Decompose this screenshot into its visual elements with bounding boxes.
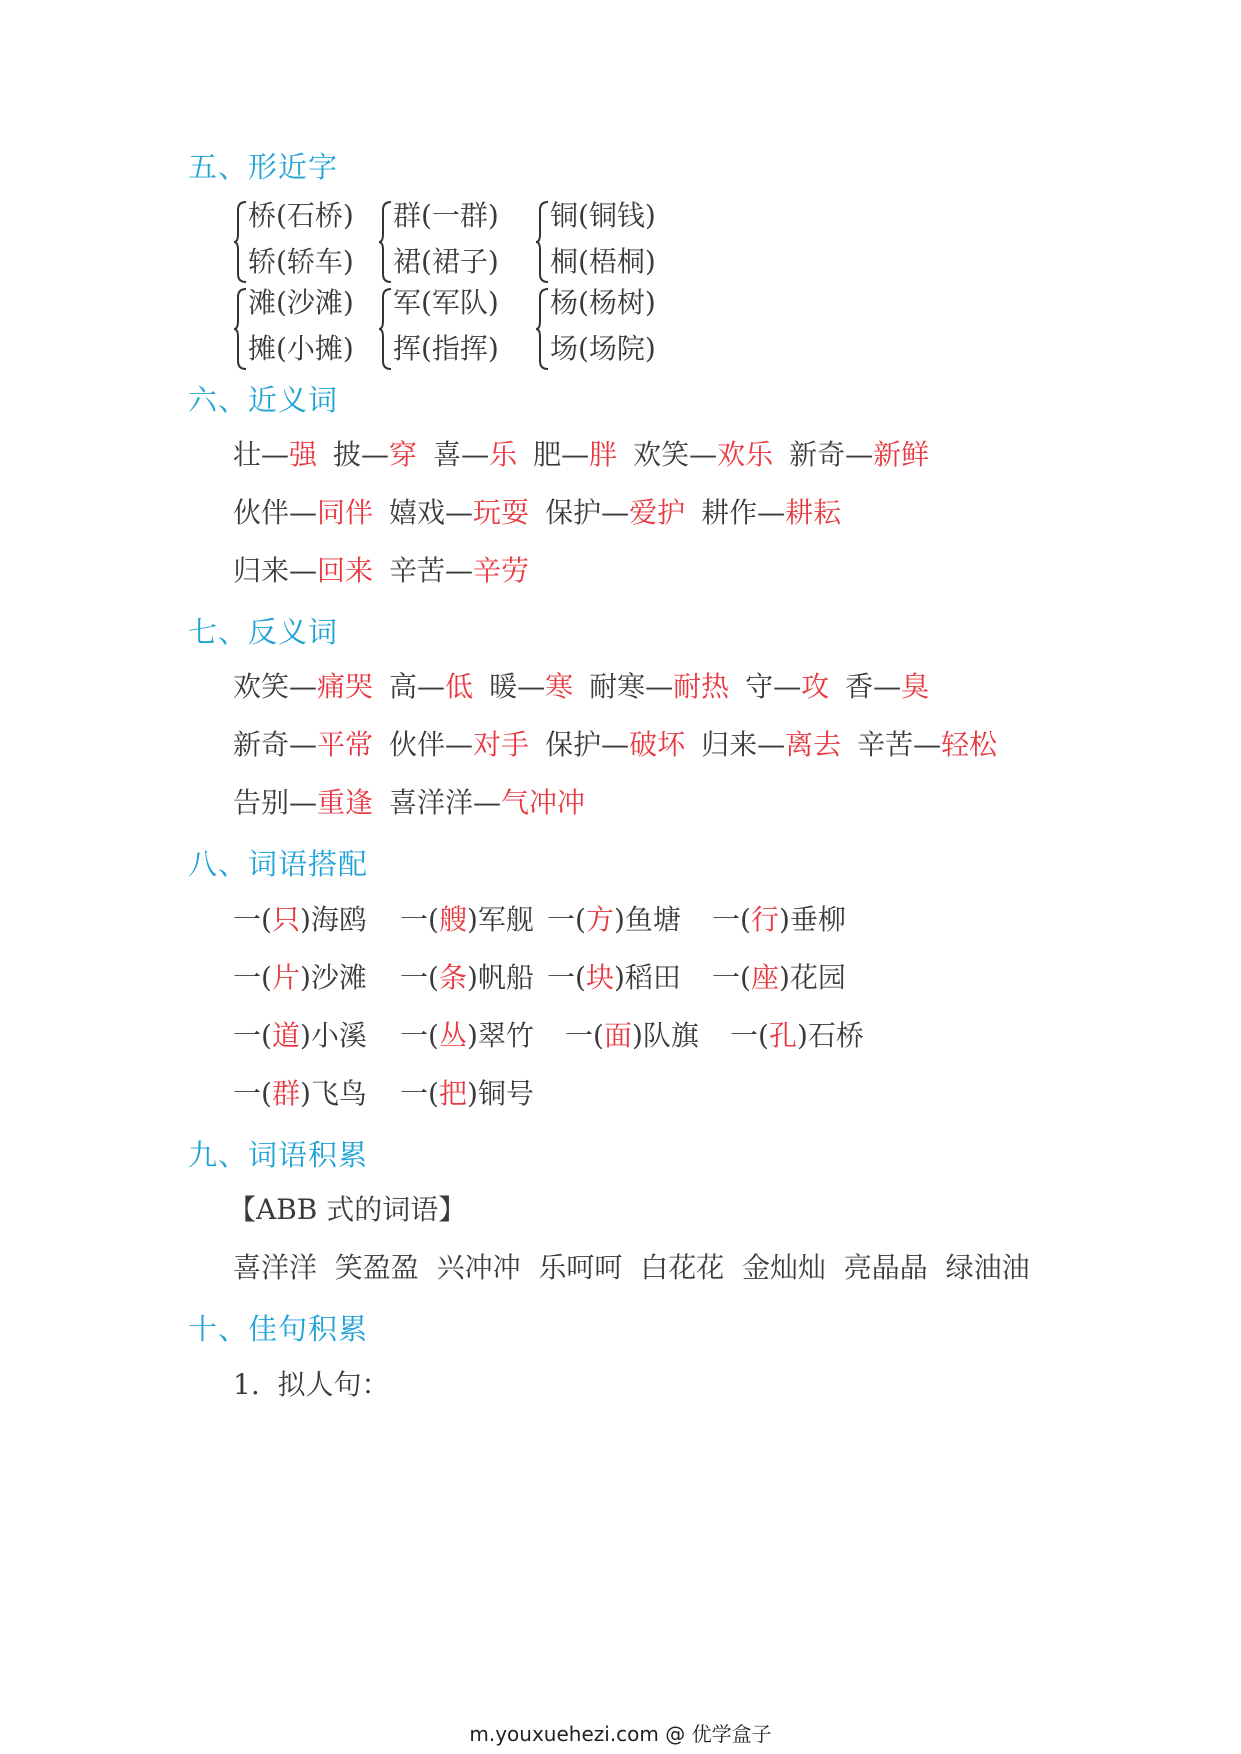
similar-char-word: 杨(杨树) bbox=[550, 286, 656, 319]
brace-icon bbox=[234, 287, 248, 371]
synonym-item: 新奇—新鲜 bbox=[789, 438, 930, 471]
synonym-row bbox=[233, 435, 929, 475]
measure-word-answer: 座 bbox=[750, 961, 779, 994]
antonym-answer: 低 bbox=[445, 670, 474, 703]
measure-word-answer: 条 bbox=[438, 961, 467, 994]
section-heading-fanyici: 七、反义词 bbox=[188, 615, 339, 649]
measure-word-answer: 道 bbox=[271, 1019, 300, 1052]
section-heading-xingjinzi: 五、形近字 bbox=[188, 150, 339, 184]
section-heading-cipei: 八、词语搭配 bbox=[188, 847, 369, 881]
antonym-row bbox=[233, 667, 929, 707]
antonym-item: 耐寒—耐热 bbox=[589, 670, 730, 703]
synonym-item: 壮—强 bbox=[233, 438, 318, 471]
antonym-answer: 寒 bbox=[545, 670, 574, 703]
synonym-row bbox=[233, 551, 529, 591]
measure-word-answer: 孔 bbox=[768, 1019, 797, 1052]
antonym-item: 欢笑—痛哭 bbox=[233, 670, 374, 703]
similar-char-word: 滩(沙滩) bbox=[248, 286, 354, 319]
synonym-item: 欢笑—欢乐 bbox=[633, 438, 774, 471]
synonym-answer: 乐 bbox=[489, 438, 518, 471]
antonym-answer: 耐热 bbox=[673, 670, 730, 703]
synonym-item: 嬉戏—玩耍 bbox=[389, 496, 530, 529]
similar-char-word: 群(一群) bbox=[393, 199, 499, 232]
antonym-item: 高—低 bbox=[389, 670, 474, 703]
brace-icon bbox=[536, 287, 550, 371]
measure-word-answer: 行 bbox=[750, 903, 779, 936]
similar-char-word: 场(场院) bbox=[550, 332, 656, 365]
collocation-item: 一(片)沙滩 bbox=[233, 961, 367, 994]
antonym-item: 守—攻 bbox=[745, 670, 830, 703]
antonym-answer: 离去 bbox=[785, 728, 842, 761]
measure-word-answer: 艘 bbox=[438, 903, 467, 936]
section-heading-jiaju: 十、佳句积累 bbox=[188, 1312, 369, 1346]
antonym-answer: 气冲冲 bbox=[501, 786, 586, 819]
antonym-answer: 平常 bbox=[317, 728, 374, 761]
collocation-item: 一(块)稻田 bbox=[547, 961, 681, 994]
page-footer: m.youxuehezi.com @ 优学盒子 bbox=[469, 1722, 772, 1746]
antonym-item: 暖—寒 bbox=[489, 670, 574, 703]
synonym-item: 耕作—耕耘 bbox=[701, 496, 842, 529]
measure-word-answer: 把 bbox=[438, 1077, 467, 1110]
antonym-item: 告别—重逢 bbox=[233, 786, 374, 819]
measure-word-answer: 块 bbox=[585, 961, 614, 994]
abb-words: 喜洋洋 笑盈盈 兴冲冲 乐呵呵 白花花 金灿灿 亮晶晶 绿油油 bbox=[233, 1251, 1030, 1284]
collocation-item: 一(艘)军舰 bbox=[400, 903, 534, 936]
antonym-row bbox=[233, 783, 585, 823]
similar-char-word: 军(军队) bbox=[393, 286, 499, 319]
similar-char-word: 裙(裙子) bbox=[393, 245, 499, 278]
synonym-item: 辛苦—辛劳 bbox=[389, 554, 530, 587]
collocation-item: 一(方)鱼塘 bbox=[547, 903, 681, 936]
synonym-item: 保护—爱护 bbox=[545, 496, 686, 529]
abb-label: 【ABB 式的词语】 bbox=[228, 1193, 467, 1226]
synonym-answer: 辛劳 bbox=[473, 554, 530, 587]
antonym-answer: 攻 bbox=[801, 670, 830, 703]
synonym-item: 归来—回来 bbox=[233, 554, 374, 587]
antonym-item: 香—臭 bbox=[845, 670, 930, 703]
similar-char-word: 铜(铜钱) bbox=[550, 199, 656, 232]
antonym-item: 归来—离去 bbox=[701, 728, 842, 761]
measure-word-answer: 面 bbox=[603, 1019, 632, 1052]
collocation-item: 一(丛)翠竹 bbox=[400, 1019, 534, 1052]
measure-word-answer: 片 bbox=[271, 961, 300, 994]
synonym-answer: 强 bbox=[289, 438, 318, 471]
measure-word-answer: 丛 bbox=[438, 1019, 467, 1052]
section-heading-jinyici: 六、近义词 bbox=[188, 383, 339, 417]
synonym-item: 喜—乐 bbox=[433, 438, 518, 471]
brace-icon bbox=[379, 287, 393, 371]
antonym-answer: 重逢 bbox=[317, 786, 374, 819]
synonym-item: 伙伴—同伴 bbox=[233, 496, 374, 529]
antonym-item: 辛苦—轻松 bbox=[857, 728, 998, 761]
collocation-item: 一(座)花园 bbox=[712, 961, 846, 994]
brace-icon bbox=[536, 200, 550, 284]
antonym-answer: 臭 bbox=[901, 670, 930, 703]
measure-word-answer: 只 bbox=[271, 903, 300, 936]
synonym-answer: 耕耘 bbox=[785, 496, 842, 529]
collocation-item: 一(群)飞鸟 bbox=[233, 1077, 367, 1110]
synonym-answer: 玩耍 bbox=[473, 496, 530, 529]
measure-word-answer: 方 bbox=[585, 903, 614, 936]
brace-icon bbox=[379, 200, 393, 284]
synonym-answer: 欢乐 bbox=[717, 438, 774, 471]
synonym-item: 披—穿 bbox=[333, 438, 418, 471]
antonym-answer: 轻松 bbox=[941, 728, 998, 761]
synonym-answer: 爱护 bbox=[629, 496, 686, 529]
antonym-item: 伙伴—对手 bbox=[389, 728, 530, 761]
similar-char-word: 桐(梧桐) bbox=[550, 245, 656, 278]
similar-char-word: 摊(小摊) bbox=[248, 332, 354, 365]
synonym-item: 肥—胖 bbox=[533, 438, 618, 471]
collocation-item: 一(行)垂柳 bbox=[712, 903, 846, 936]
synonym-answer: 新鲜 bbox=[873, 438, 930, 471]
collocation-item: 一(道)小溪 bbox=[233, 1019, 367, 1052]
section-heading-jilei: 九、词语积累 bbox=[188, 1138, 369, 1172]
antonym-item: 喜洋洋—气冲冲 bbox=[389, 786, 586, 819]
similar-char-word: 桥(石桥) bbox=[248, 199, 354, 232]
antonym-item: 新奇—平常 bbox=[233, 728, 374, 761]
collocation-item: 一(条)帆船 bbox=[400, 961, 534, 994]
collocation-item: 一(把)铜号 bbox=[400, 1077, 534, 1110]
antonym-row bbox=[233, 725, 997, 765]
collocation-item: 一(只)海鸥 bbox=[233, 903, 367, 936]
antonym-item: 保护—破坏 bbox=[545, 728, 686, 761]
antonym-answer: 破坏 bbox=[629, 728, 686, 761]
antonym-answer: 痛哭 bbox=[317, 670, 374, 703]
antonym-answer: 对手 bbox=[473, 728, 530, 761]
collocation-item: 一(面)队旗 bbox=[565, 1019, 699, 1052]
similar-char-word: 轿(轿车) bbox=[248, 245, 354, 278]
synonym-answer: 胖 bbox=[589, 438, 618, 471]
collocation-item: 一(孔)石桥 bbox=[730, 1019, 864, 1052]
personification-item: 1. 拟人句： bbox=[233, 1368, 390, 1401]
brace-icon bbox=[234, 200, 248, 284]
synonym-answer: 穿 bbox=[389, 438, 418, 471]
synonym-answer: 同伴 bbox=[317, 496, 374, 529]
measure-word-answer: 群 bbox=[271, 1077, 300, 1110]
synonym-row bbox=[233, 493, 841, 533]
synonym-answer: 回来 bbox=[317, 554, 374, 587]
similar-char-word: 挥(指挥) bbox=[393, 332, 499, 365]
